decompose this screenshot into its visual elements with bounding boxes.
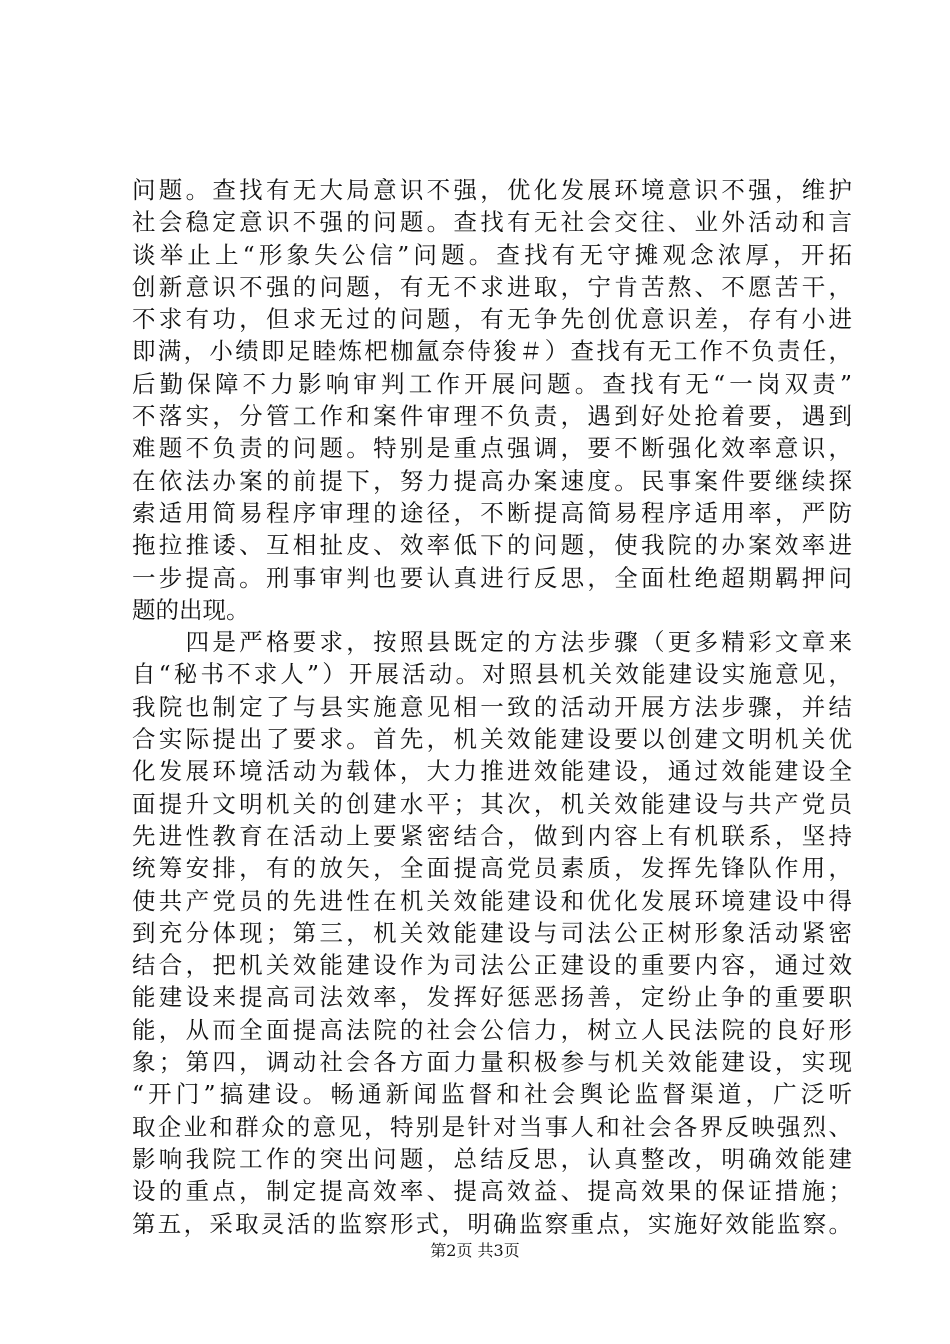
text-line: 题的出现。 xyxy=(132,595,250,624)
text-line: 索适用简易程序审理的途径，不断提高简易程序适用率，严防 xyxy=(132,498,852,527)
text-line: 难题不负责的问题。特别是重点强调，要不断强化效率意识， xyxy=(132,434,852,463)
text-line: 结合，把机关效能建设作为司法公正建设的重要内容，通过效 xyxy=(132,951,852,980)
text-line: 后勤保障不力影响审判工作开展问题。查找有无“一岗双责” xyxy=(132,369,852,398)
text-line: 化发展环境活动为载体，大力推进效能建设，通过效能建设全 xyxy=(132,757,852,786)
text-line: 使共产党员的先进性在机关效能建设和优化发展环境建设中得 xyxy=(132,886,852,915)
text-line: 自“秘书不求人”）开展活动。对照县机关效能建设实施意见， xyxy=(132,660,852,689)
text-line: 问题。查找有无大局意识不强，优化发展环境意识不强，维护 xyxy=(132,176,852,204)
text-line: 能，从而全面提高法院的社会公信力，树立人民法院的良好形 xyxy=(132,1015,852,1044)
text-line: 我院也制定了与县实施意见相一致的活动开展方法步骤，并结 xyxy=(132,692,852,721)
text-line: “开门”搞建设。畅通新闻监督和社会舆论监督渠道，广泛听 xyxy=(132,1080,852,1109)
text-line: 不求有功，但求无过的问题，有无争先创优意识差，存有小进 xyxy=(132,305,852,334)
text-line: 四是严格要求，按照县既定的方法步骤（更多精彩文章来 xyxy=(132,628,852,657)
text-line: 合实际提出了要求。首先，机关效能建设要以创建文明机关优 xyxy=(132,725,852,754)
text-line: 到充分体现；第三，机关效能建设与司法公正树形象活动紧密 xyxy=(132,918,852,947)
text-line: 社会稳定意识不强的问题。查找有无社会交往、业外活动和言 xyxy=(132,208,852,237)
text-line: 一步提高。刑事审判也要认真进行反思，全面杜绝超期羁押问 xyxy=(132,563,852,592)
text-line: 创新意识不强的问题，有无不求进取，宁肯苦熬、不愿苦干， xyxy=(132,272,852,301)
text-line: 谈举止上“形象失公信”问题。查找有无守摊观念浓厚，开拓 xyxy=(132,240,852,269)
text-line: 第五，采取灵活的监察形式，明确监察重点，实施好效能监察。 xyxy=(132,1209,852,1238)
text-line: 能建设来提高司法效率，发挥好惩恶扬善，定纷止争的重要职 xyxy=(132,983,852,1012)
text-line: 象；第四，调动社会各方面力量积极参与机关效能建设，实现 xyxy=(132,1048,852,1077)
text-line: 拖拉推诿、互相扯皮、效率低下的问题，使我院的办案效率进 xyxy=(132,531,852,560)
text-line: 取企业和群众的意见，特别是针对当事人和社会各界反映强烈、 xyxy=(132,1112,852,1141)
text-line: 在依法办案的前提下，努力提高办案速度。民事案件要继续探 xyxy=(132,466,852,495)
text-line: 统筹安排，有的放矢，全面提高党员素质，发挥先锋队作用， xyxy=(132,854,852,883)
text-line: 面提升文明机关的创建水平；其次，机关效能建设与共产党员 xyxy=(132,789,852,818)
text-line: 设的重点，制定提高效率、提高效益、提高效果的保证措施； xyxy=(132,1177,852,1206)
text-line: 即满，小绩即足睦炼杷枷氲奈侍狻＃）查找有无工作不负责任， xyxy=(132,337,852,366)
page-footer: 第2页 共3页 xyxy=(430,1241,520,1260)
text-line: 先进性教育在活动上要紧密结合，做到内容上有机联系，坚持 xyxy=(132,821,852,850)
text-line: 不落实，分管工作和案件审理不负责，遇到好处抢着要，遇到 xyxy=(132,402,852,431)
text-line: 影响我院工作的突出问题，总结反思，认真整改，明确效能建 xyxy=(132,1144,852,1173)
body-text xyxy=(132,174,852,1240)
